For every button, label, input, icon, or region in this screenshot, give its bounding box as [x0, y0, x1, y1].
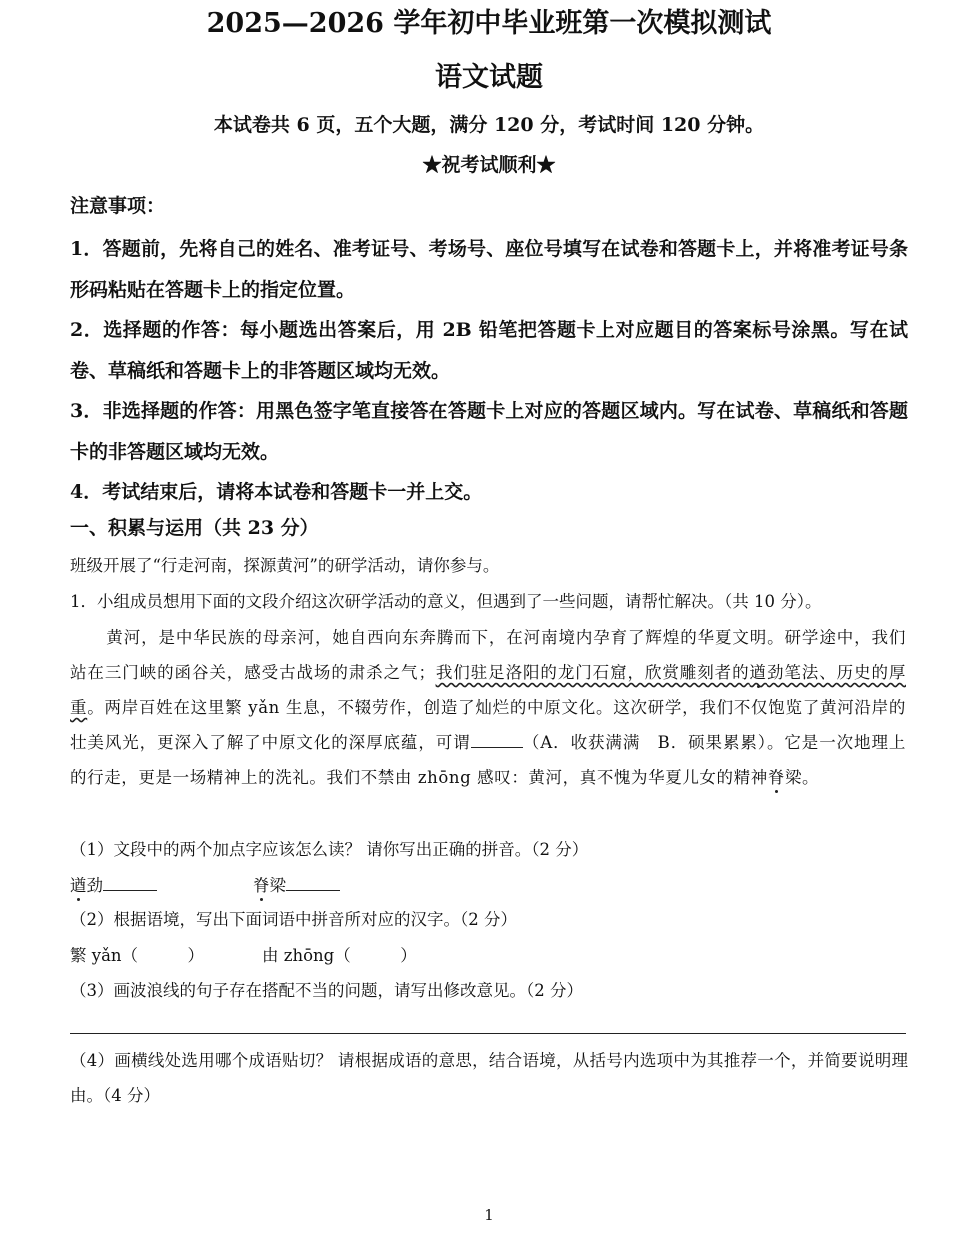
section1-intro: 班级开展了“行走河南，探源黄河”的研学活动，请你参与。	[70, 556, 500, 575]
notes-list	[70, 229, 908, 513]
exam-subject: 语文试题	[435, 62, 543, 93]
wavy-part-b: 劲笔法、历史的厚重	[70, 663, 906, 717]
answer-line	[70, 1033, 906, 1034]
sub-question-2-answers	[70, 941, 908, 971]
sub-question-1-answers	[70, 871, 908, 901]
section1-heading: 一、积累与运用（共 23 分）	[70, 517, 319, 539]
notes-heading: 注意事项：	[70, 195, 166, 217]
exam-title: 2025—2026 学年初中毕业班第一次模拟测试	[206, 8, 772, 39]
sub-question-1: （1）文段中的两个加点字应该怎么读？ 请你写出正确的拼音。（2 分）	[70, 840, 589, 859]
pinyin-blank-2	[286, 872, 340, 891]
sub-question-4: （4）画横线处选用哪个成语贴切？ 请根据成语的意思，结合语境，从括号内选项中为其推荐一个，并简要说明理由。（4 分）	[70, 1051, 908, 1105]
page-number: 1	[484, 1206, 494, 1224]
answer-char-ji: 脊	[253, 876, 270, 895]
reading-passage	[70, 620, 906, 795]
exam-wish: ★祝考试顺利★	[422, 154, 556, 176]
question-1: 1．小组成员想用下面的文段介绍这次研学活动的意义，但遇到了一些问题，请帮忙解决。（共 10 分）。	[70, 592, 822, 611]
answer-char-liang: 梁	[269, 876, 286, 895]
note-item-2: 2．选择题的作答：每小题选出答案后，用 2B 铅笔把答题卡上对应题目的答案标号涂黑。写在试卷、草稿纸和答题卡上的非答题区域均无效。	[70, 319, 908, 382]
dotted-char-ji: 脊	[767, 768, 785, 787]
sub-question-3: （3）画波浪线的句子存在搭配不当的问题，请写出修改意见。（2 分）	[70, 981, 583, 1000]
passage-part-1: 黄河，是中华民族的母亲河，她自西向东奔腾而下，在河南境内孕育了辉煌的华夏文明。研学途中，我们站在三门峡的函谷关，感受古战场的肃杀之气；	[70, 628, 906, 682]
pinyin-blank-1	[103, 872, 157, 891]
exam-meta: 本试卷共 6 页，五个大题，满分 120 分，考试时间 120 分钟。	[213, 114, 765, 136]
idiom-blank	[471, 729, 523, 748]
dotted-char-qiu: 遒	[749, 663, 767, 682]
note-item-3: 3．非选择题的作答：用黑色签字笔直接答在答题卡上对应的答题区域内。写在试卷、草稿纸和答题卡的非答题区域均无效。	[70, 400, 908, 463]
passage-part-2: 。两岸百姓在这里繁 yǎn 生息，不辍劳作，创造了灿烂的中原文化。这次研学，我们不仅饱览了黄河沿岸的壮美风光，更深入了解了中原文化的深厚底蕴，可谓	[70, 698, 906, 752]
note-item-4: 4．考试结束后，请将本试卷和答题卡一并上交。	[70, 481, 483, 503]
fill-fan-yan: 繁 yǎn（ ）	[70, 946, 205, 965]
answer-char-qiu: 遒	[70, 876, 87, 895]
wavy-part-a: 我们驻足洛阳的龙门石窟，欣赏雕刻者的	[435, 663, 750, 682]
fill-you-zhong: 由 zhōng（ ）	[262, 946, 417, 965]
passage-part-3: （A．收获满满 B．硕果累累）。它是一次地理上的行走，更是一场精神上的洗礼。我们不禁由 zhōng 感叹：黄河，真不愧为华夏儿女的精神	[70, 733, 906, 787]
note-item-1: 1．答题前，先将自己的姓名、准考证号、考场号、座位号填写在试卷和答题卡上，并将准考证号条形码粘贴在答题卡上的指定位置。	[70, 238, 908, 301]
passage-part-4: 梁。	[784, 768, 820, 787]
answer-char-jin: 劲	[86, 876, 103, 895]
sub-question-2: （2）根据语境，写出下面词语中拼音所对应的汉字。（2 分）	[70, 910, 517, 929]
